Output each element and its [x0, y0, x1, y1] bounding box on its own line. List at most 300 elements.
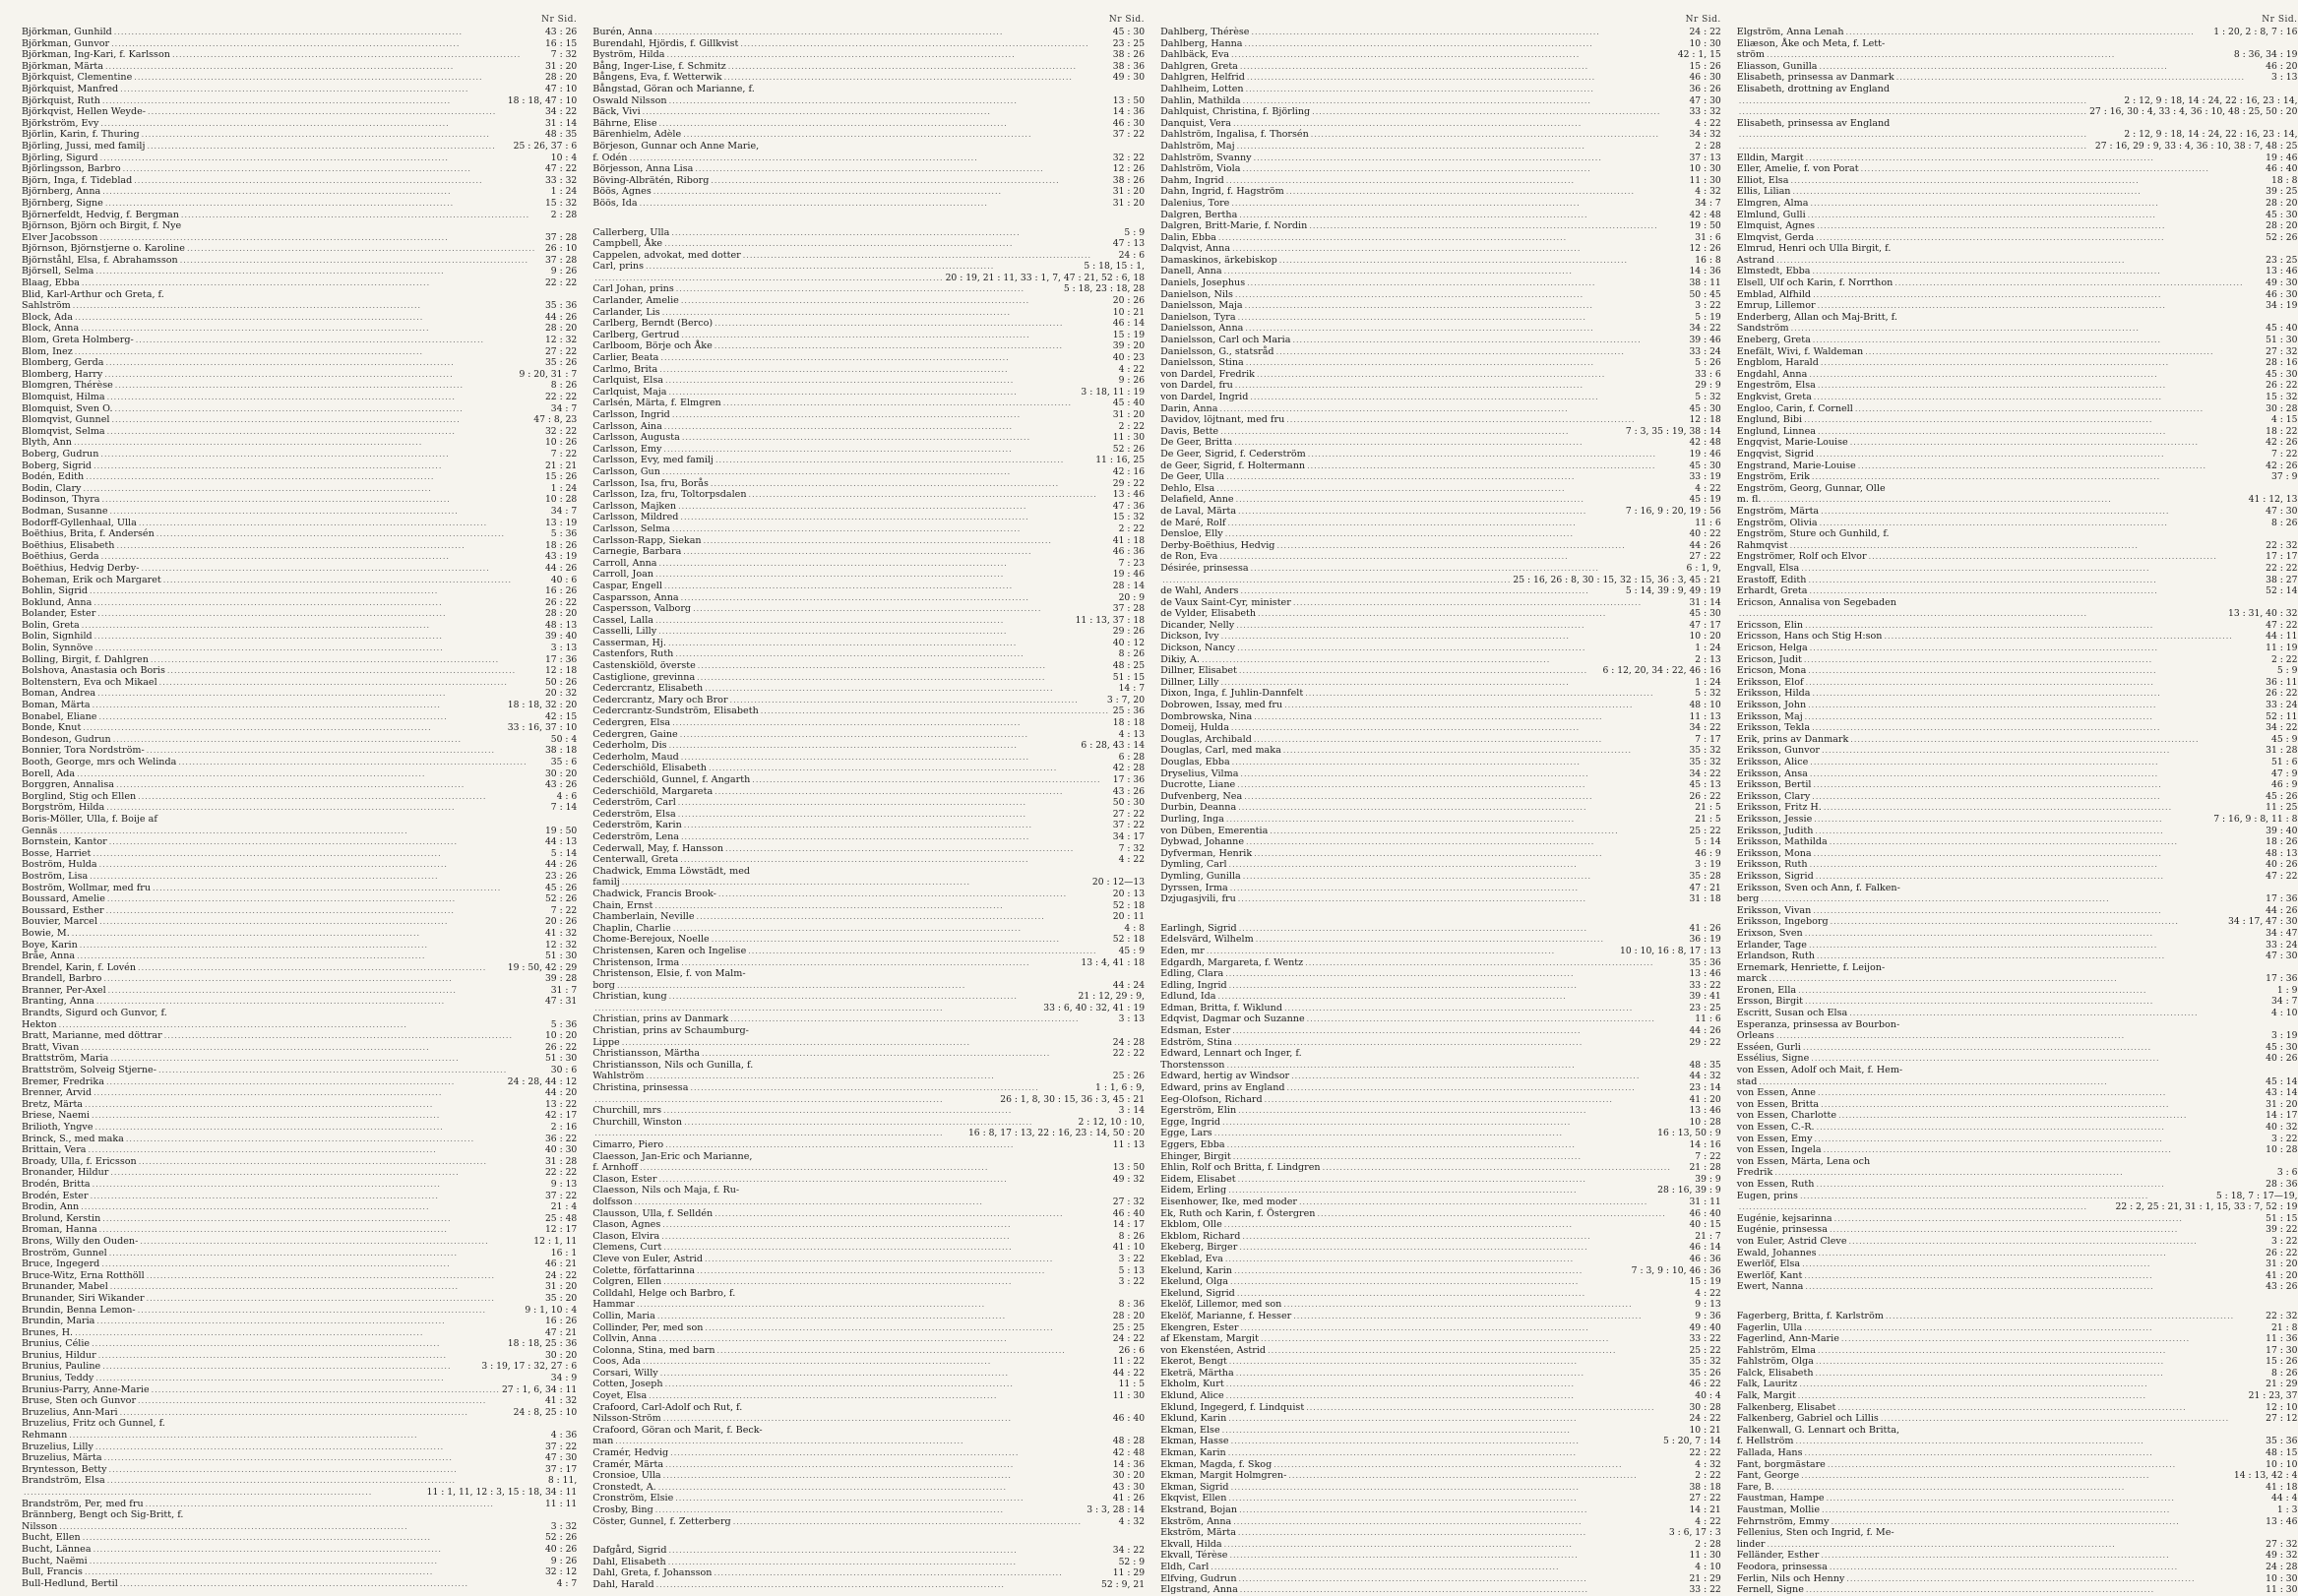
entry-name: Carlsson, Majken [592, 500, 677, 512]
dot-leader [1813, 779, 2269, 791]
entry-name: Churchill, mrs [592, 1105, 662, 1117]
index-entry [592, 106, 1145, 118]
dot-leader [668, 638, 1111, 649]
dot-leader [1218, 991, 1688, 1003]
entry-reference: 52 : 9, 21 [1101, 1578, 1146, 1590]
entry-name: Carlberg, Gertrud [592, 329, 680, 340]
index-entry [22, 1167, 577, 1179]
entry-name: Brunes, H. [22, 1326, 74, 1338]
dot-leader [138, 1305, 524, 1317]
dot-leader [1805, 711, 2265, 723]
entry-reference: 44 : 26 [544, 859, 578, 871]
entry-name: Dahlberg, Thérèse [1160, 27, 1250, 37]
entry-name: Eneberg, Greta [1736, 335, 1811, 346]
dot-leader [1817, 1122, 2265, 1134]
index-entry [1160, 346, 1721, 358]
dot-leader [1238, 312, 1694, 324]
index-entry [592, 558, 1145, 570]
dot-leader [178, 757, 548, 768]
entry-reference: 45 : 40 [2266, 323, 2298, 335]
entry-reference: 51 : 30 [544, 951, 578, 962]
entry-reference: 4 : 36 [550, 1430, 578, 1442]
index-entry [592, 1322, 1145, 1334]
index-entry [592, 307, 1145, 319]
entry-reference: 50 : 45 [1689, 288, 1721, 300]
entry-reference: 32 : 22 [544, 425, 578, 437]
entry-name: Björkman, Gunhild [22, 27, 112, 37]
entry-name: Castiglione, grevinna [592, 671, 696, 683]
dot-leader [97, 688, 543, 700]
index-entry [1737, 1550, 2298, 1562]
entry-name: Brännberg, Bengt och Sig-Britt, f. [22, 1509, 184, 1521]
entry-reference: 14 : 17 [2266, 1110, 2298, 1122]
entry-name: Block, Anna [22, 323, 80, 335]
index-entry [592, 84, 1145, 95]
dot-leader [1869, 551, 2265, 563]
dot-leader [718, 889, 1111, 900]
entry-reference: 3 : 22 [2271, 1133, 2298, 1144]
entry-reference: 24 : 22 [1112, 1333, 1146, 1345]
entry-name: Escritt, Susan och Elsa [1736, 1008, 1848, 1019]
dot-leader [1819, 1248, 2265, 1259]
entry-reference: 21 : 12, 29 : 9, [1078, 991, 1146, 1003]
entry-reference: 8 : 26 [1118, 648, 1146, 660]
entry-name: Boussard, Esther [22, 904, 104, 916]
entry-reference: 3 : 18, 11 : 19 [1081, 386, 1146, 398]
entry-reference: 28 : 20 [544, 72, 578, 84]
entry-name: Bucht, Ellen [22, 1532, 81, 1544]
entry-name: Cramér, Hedvig [592, 1447, 669, 1459]
entry-name: Cramér, Märta [592, 1458, 664, 1470]
index-entry [1160, 129, 1721, 141]
index-entry [1160, 175, 1721, 187]
index-entry [1160, 1447, 1721, 1459]
index-entry [1160, 734, 1721, 746]
entry-reference: 10 : 21 [1112, 306, 1146, 318]
entry-reference: 11 : 30 [1689, 174, 1721, 186]
entry-reference: 3 : 22 [1695, 300, 1721, 312]
entry-name: Eriksson, Jessie [1736, 813, 1813, 825]
index-entry [1160, 357, 1721, 369]
entry-name: Cederwall, May, f. Hansson [592, 842, 724, 854]
dot-leader [151, 654, 543, 666]
dot-leader [1820, 61, 2265, 73]
entry-name: Björlingsson, Barbro [22, 163, 121, 175]
index-entry [1737, 836, 2298, 848]
dot-leader [1254, 153, 1688, 164]
entry-name: Engdahl, Anna [1736, 368, 1808, 380]
entry-reference: 35 : 36 [1689, 956, 1721, 968]
dot-leader [1834, 1213, 2265, 1225]
entry-name: Churchill, Winston [592, 1116, 683, 1128]
entry-name: Bonde, Knut [22, 722, 82, 734]
index-entry [22, 791, 577, 803]
index-entry [22, 688, 577, 700]
dot-leader [1238, 1527, 1667, 1539]
entry-name: Dufvenberg, Nea [1160, 790, 1243, 802]
index-entry [22, 1532, 577, 1544]
index-entry [22, 392, 577, 403]
dot-leader [1229, 1356, 1688, 1368]
entry-name: Dobrowen, Issay, med fru [1160, 700, 1283, 711]
entry-reference: 50 : 4 [550, 733, 578, 745]
entry-reference: 22 : 32 [2266, 539, 2298, 551]
index-entry [592, 330, 1145, 341]
index-entry [22, 768, 577, 780]
entry-reference: 31 : 6 [1695, 231, 1721, 243]
entry-reference: 39 : 46 [1689, 335, 1721, 346]
dot-leader [646, 261, 1082, 273]
entry-name: Eriksson, Elof [1736, 676, 1804, 688]
dot-leader [138, 1395, 543, 1407]
dot-leader [1849, 1008, 2269, 1019]
entry-reference: 39 : 25 [2266, 186, 2298, 198]
index-entry [592, 1288, 1145, 1300]
entry-name: Cassel, Lalla [592, 614, 653, 626]
index-entry [1160, 392, 1721, 403]
index-entry [1737, 608, 2298, 620]
index-entry [1737, 506, 2298, 518]
entry-name: Bolander, Ester [22, 608, 96, 620]
entry-name: Eugénie, prinsessa [1736, 1224, 1828, 1236]
dot-leader [1817, 951, 2264, 962]
entry-name: Danielsson, Stina [1160, 357, 1244, 369]
entry-reference: 45 : 19 [1689, 494, 1721, 506]
dot-leader [106, 1076, 506, 1088]
dot-leader [1806, 677, 2265, 689]
entry-reference: 1 : 1, 6 : 9, [1095, 1082, 1146, 1094]
index-entry [1160, 665, 1721, 677]
entry-name: Caspersson, Valborg [592, 603, 692, 615]
entry-reference: 2 : 22 [2271, 653, 2298, 665]
entry-reference: 39 : 41 [1689, 991, 1721, 1003]
entry-reference: 40 : 30 [544, 1144, 578, 1156]
entry-reference: 27 : 22 [1112, 808, 1146, 820]
dot-leader [1239, 210, 1687, 221]
entry-reference: 4 : 7 [556, 1577, 578, 1589]
dot-leader [1774, 1167, 2275, 1179]
dot-leader [86, 471, 543, 483]
entry-reference: 39 : 28 [544, 973, 578, 985]
dot-leader [105, 198, 543, 210]
dot-leader [1238, 506, 1624, 518]
entry-name: Dahlberg, Hanna [1160, 37, 1243, 49]
index-entry [592, 626, 1145, 638]
entry-reference: 23 : 25 [1689, 1002, 1721, 1013]
entry-reference: 31 : 18 [1689, 893, 1721, 905]
entry-name: Dickson, Nancy [1160, 643, 1236, 654]
index-entry [1737, 1333, 2298, 1345]
entry-name: Björnson, Björn och Birgit, f. Nye [22, 220, 182, 232]
entry-name: Cederström, Karin [592, 820, 682, 831]
index-entry [22, 757, 577, 768]
entry-reference: 46 : 9 [1695, 847, 1721, 859]
entry-name: Dalgren, Britt-Marie, f. Nordin [1160, 220, 1308, 232]
entry-reference: 43 : 30 [1112, 1481, 1146, 1493]
dot-leader [92, 1338, 506, 1350]
dot-leader [1226, 814, 1693, 826]
entry-reference: 29 : 22 [1112, 477, 1146, 489]
entry-name: Elmqvist, Gerda [1736, 231, 1815, 243]
index-entry [22, 175, 577, 187]
entry-name: Blaag, Ebba [22, 277, 80, 289]
entry-name: linder [1736, 1538, 1766, 1550]
dot-leader [675, 1493, 1110, 1504]
dot-leader [83, 722, 505, 734]
index-entry [1160, 277, 1721, 289]
index-entry [592, 695, 1145, 706]
entry-name: Fellenius, Sten och Ingrid, f. Me- [1736, 1527, 1894, 1539]
entry-name: Cedergren, Gaine [592, 728, 678, 740]
index-entry [1737, 1516, 2298, 1528]
entry-reference: 31 : 20 [1112, 409, 1146, 420]
entry-name: Cederschiöld, Gunnel, f. Angarth [592, 774, 751, 785]
index-entry [592, 1139, 1145, 1151]
index-entry [592, 1516, 1145, 1528]
entry-name: Ek, Ruth och Karin, f. Östergren [1160, 1207, 1316, 1219]
dot-leader [1818, 1345, 2264, 1357]
index-entry [22, 883, 577, 894]
index-entry [22, 1144, 577, 1156]
entry-name: Dahlquist, Christina, f. Björling [1160, 106, 1311, 118]
entry-name: Bodin, Clary [22, 482, 82, 494]
index-entry [1160, 1539, 1721, 1551]
dot-leader [1739, 141, 2093, 153]
index-entry [1737, 27, 2298, 38]
index-entry [22, 1361, 577, 1373]
index-entry [1160, 1311, 1721, 1322]
dot-leader [1226, 175, 1688, 187]
index-entry [592, 49, 1145, 61]
entry-reference: 18 : 8 [2271, 174, 2298, 186]
entry-reference: 42 : 15 [544, 710, 578, 722]
entry-reference: 21 : 5 [1695, 802, 1721, 814]
dot-leader [1803, 1042, 2264, 1054]
entry-reference: 11 : 1, 11, 12 : 3, 15 : 18, 34 : 11 [426, 1487, 578, 1498]
dot-leader [1270, 826, 1687, 837]
entry-name: Emrup, Lillemor [1736, 300, 1816, 312]
entry-name: Clason, Agnes [592, 1219, 661, 1231]
entry-reference: 19 : 46 [2266, 152, 2298, 163]
entry-reference: 45 : 9 [2271, 733, 2298, 745]
index-entry [22, 312, 577, 324]
entry-name: Carroll, Anna [592, 557, 657, 569]
entry-reference: 23 : 14 [1689, 1082, 1721, 1094]
index-entry [592, 175, 1145, 187]
index-entry [22, 1248, 577, 1259]
entry-name: Chain, Ernst [592, 899, 653, 911]
entry-reference: 1 : 3 [2276, 1504, 2298, 1515]
index-entry [1160, 1379, 1721, 1390]
entry-reference: 49 : 32 [1112, 1173, 1146, 1185]
index-entry [22, 928, 577, 940]
entry-reference: 42 : 48 [1689, 209, 1721, 220]
entry-reference: 31 : 14 [1689, 596, 1721, 608]
entry-reference: 46 : 30 [1689, 72, 1721, 84]
entry-name: Elliot, Elsa [1736, 174, 1789, 186]
entry-name: Dalgren, Bertha [1160, 209, 1238, 220]
entry-reference: 19 : 46 [1112, 569, 1146, 581]
entry-reference: 49 : 32 [2266, 1550, 2298, 1562]
entry-reference: 13 : 50 [1112, 94, 1146, 106]
entry-reference: 35 : 36 [544, 300, 578, 312]
entry-reference: 47 : 10 [544, 83, 578, 94]
index-entry [1160, 1504, 1721, 1516]
index-entry [1160, 460, 1721, 472]
index-entry [1160, 1117, 1721, 1129]
index-entry [1160, 1254, 1721, 1265]
entry-reference: 34 : 22 [544, 106, 578, 118]
entry-name: Orleans [1736, 1030, 1774, 1042]
dot-leader [104, 369, 517, 381]
index-entry [592, 186, 1145, 198]
entry-reference: 11 : 29 [1112, 1567, 1146, 1579]
entry-reference: 41 : 26 [1112, 1493, 1146, 1504]
index-entry [592, 141, 1145, 153]
index-entry [592, 318, 1145, 330]
entry-reference: 5 : 36 [550, 528, 578, 540]
dot-leader [711, 175, 1110, 187]
dot-leader [1761, 893, 2264, 905]
index-entry [1160, 369, 1721, 381]
dot-leader [1821, 1099, 2264, 1111]
entry-reference: 48 : 25 [1112, 660, 1146, 672]
entry-reference: 4 : 15 [2271, 414, 2298, 426]
dot-leader [140, 1236, 531, 1248]
index-entry [1160, 1550, 1721, 1562]
index-entry [1160, 506, 1721, 518]
dot-leader [1805, 928, 2264, 940]
dot-leader [120, 1578, 555, 1590]
dot-leader [91, 1191, 543, 1202]
entry-name: Eriksson, Sven och Ann, f. Falken- [1736, 882, 1900, 893]
index-entry [22, 437, 577, 449]
dot-leader [147, 141, 511, 153]
entry-name: Elgstrand, Anna [1160, 1584, 1238, 1596]
entry-reference: 26 : 6 [1118, 1344, 1146, 1356]
entry-reference: 30 : 6 [550, 1065, 578, 1076]
dot-leader [1235, 380, 1694, 392]
entry-reference: 50 : 26 [544, 676, 578, 688]
index-entry [22, 620, 577, 632]
dot-leader [1242, 1231, 1693, 1243]
entry-reference: 25 : 36 [1112, 706, 1146, 717]
dot-leader [1291, 1071, 1687, 1082]
entry-name: Cronstedt, A. [592, 1481, 656, 1493]
index-entry [592, 1105, 1145, 1117]
entry-name: Eklund, Alice [1160, 1390, 1224, 1402]
dot-leader [658, 1333, 1110, 1345]
entry-reference: 10 : 20 [1689, 631, 1721, 643]
dot-leader [1236, 620, 1687, 632]
index-entry [22, 471, 577, 483]
entry-name: Claesson, Jan-Eric och Marianne, [592, 1150, 753, 1162]
entry-name: f. Odén [592, 152, 628, 163]
entry-reference: 16 : 8 [1695, 254, 1721, 266]
dot-leader [100, 118, 543, 130]
entry-reference: 28 : 20 [544, 608, 578, 620]
dot-leader [96, 1316, 543, 1327]
dot-leader [1254, 711, 1687, 723]
index-entry [592, 672, 1145, 684]
entry-reference: 7 : 17 [1695, 733, 1721, 745]
index-entry [22, 643, 577, 654]
column-header: Nr Sid. [1685, 15, 1721, 25]
index-entry [22, 745, 577, 757]
dot-leader [120, 84, 543, 95]
dot-leader [105, 61, 543, 73]
index-entry [22, 369, 577, 381]
entry-name: Björkquist, Ruth [22, 94, 100, 106]
entry-name: Boye, Karin [22, 939, 78, 951]
entry-name: Dymling, Carl [1160, 859, 1227, 871]
entry-reference: 3 : 7, 20 [1106, 694, 1146, 706]
dot-leader [681, 592, 1117, 604]
index-entry [592, 387, 1145, 399]
dot-leader [1820, 518, 2269, 529]
entry-name: Bonnier, Tora Nordström- [22, 745, 145, 757]
entry-name: Sandström [1736, 323, 1789, 335]
entry-reference: 47 : 13 [1112, 238, 1146, 250]
entry-reference: 40 : 26 [2266, 859, 2298, 871]
dot-leader [1227, 518, 1693, 529]
dot-leader [141, 563, 543, 575]
entry-name: Ewert, Nanna [1736, 1281, 1804, 1293]
index-entry [22, 1134, 577, 1145]
entry-name: Dickson, Ivy [1160, 631, 1219, 643]
index-entry [592, 227, 1145, 239]
entry-name: Carlander, Lis [592, 306, 660, 318]
index-entry [1737, 357, 2298, 369]
entry-name: Engström, Georg, Gunnar, Olle [1736, 482, 1886, 494]
entry-reference: 47 : 9 [2271, 767, 2298, 779]
entry-reference: 44 : 13 [544, 836, 578, 848]
index-entry [22, 141, 577, 153]
index-entry [22, 585, 577, 597]
index-entry [592, 968, 1145, 980]
entry-name: Ewerlöf, Elsa [1736, 1258, 1801, 1270]
index-entry [1160, 518, 1721, 529]
entry-name: Dikiy, A. [1160, 653, 1200, 665]
entry-reference: 49 : 30 [2266, 277, 2298, 289]
entry-reference: 36 : 11 [2266, 676, 2298, 688]
dot-leader [663, 444, 1110, 456]
entry-reference: 43 : 19 [544, 551, 578, 563]
index-entry [1160, 1048, 1721, 1060]
entry-reference: 10 : 26 [544, 437, 578, 449]
entry-name: Durbin, Deanna [1160, 802, 1237, 814]
dot-leader [94, 631, 543, 643]
entry-name: Dombrowska, Nina [1160, 710, 1253, 722]
entry-name: Björn, Inga, f. Tideblad [22, 174, 133, 186]
entry-name: Ericson, Annalisa von Segebaden [1736, 596, 1896, 608]
entry-reference: 10 : 20 [544, 1030, 578, 1042]
entry-reference: 42 : 17 [544, 1110, 578, 1122]
entry-reference: 38 : 18 [1689, 1481, 1721, 1493]
entry-name: Erixson, Sven [1736, 927, 1803, 939]
dot-leader [1816, 1356, 2264, 1368]
index-entry [592, 1151, 1145, 1163]
dot-leader [594, 273, 943, 284]
index-entry [1737, 1042, 2298, 1054]
index-entry [592, 295, 1145, 307]
entry-name: Ekstrand, Bojan [1160, 1504, 1238, 1515]
dot-leader [1246, 836, 1693, 848]
entry-reference: 28 : 20 [2266, 197, 2298, 209]
index-entry [592, 831, 1145, 843]
dot-leader [69, 1430, 549, 1442]
dot-leader [664, 581, 1111, 592]
